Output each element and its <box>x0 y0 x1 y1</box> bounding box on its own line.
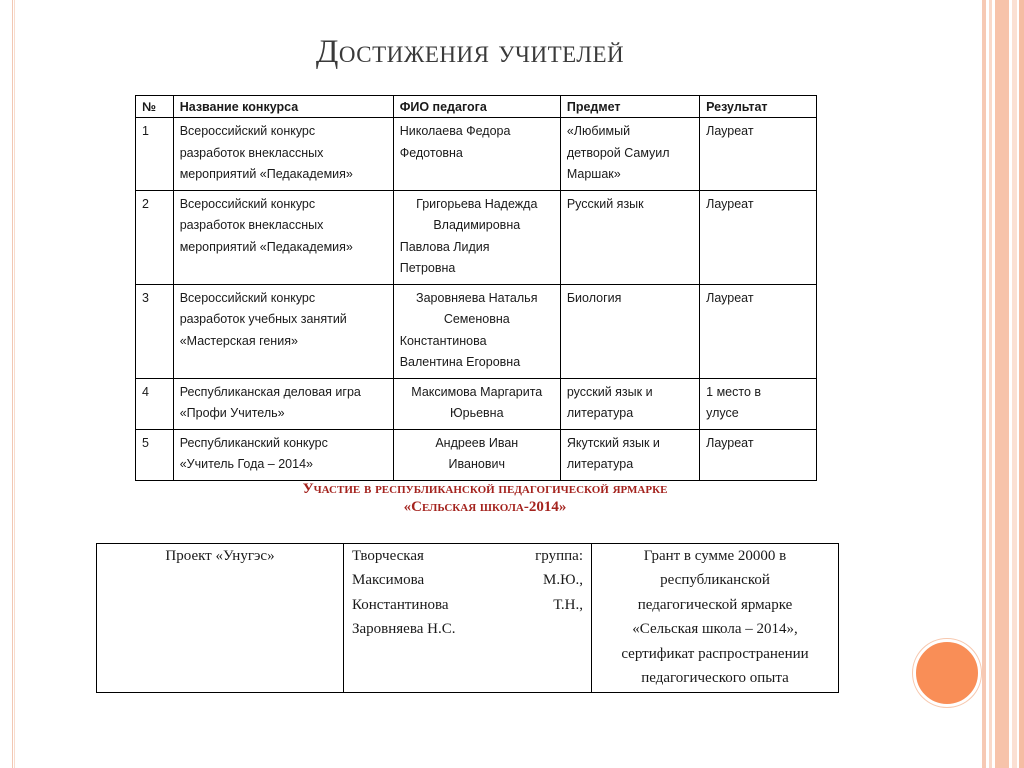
cell-contest: Всероссийский конкурс разработок внеклассных мероприятий «Педакадемия» <box>173 118 393 191</box>
cell-subject: Якутский язык и литература <box>560 429 699 480</box>
page-title: Достижения учителей <box>315 34 625 70</box>
header-result: Результат <box>700 96 817 118</box>
decor-stripe <box>1019 0 1024 768</box>
cell-num: 4 <box>136 378 174 429</box>
cell-teacher: Максимова Маргарита Юрьевна <box>393 378 560 429</box>
cell-subject: Биология <box>560 284 699 378</box>
cell-num: 5 <box>136 429 174 480</box>
decor-frame-line <box>14 0 15 768</box>
cell-num: 2 <box>136 190 174 284</box>
achievements-table <box>135 95 817 481</box>
cell-teacher: Николаева Федора Федотовна <box>393 118 560 191</box>
cell-result: Лауреат <box>700 118 817 191</box>
cell-teacher: Заровняева Наталья Семеновна Константинова Валентина Егоровна <box>393 284 560 378</box>
subheading-line: «Сельская школа-2014» <box>403 499 567 515</box>
decor-stripe <box>982 0 986 768</box>
cell-subject: Русский язык <box>560 190 699 284</box>
fair-table <box>96 543 839 693</box>
cell-result: Лауреат <box>700 190 817 284</box>
cell-num: 1 <box>136 118 174 191</box>
section-subheading <box>0 480 970 516</box>
header-subject: Предмет <box>560 96 699 118</box>
table-row <box>136 284 817 378</box>
subheading-line: Участие в республиканской педагогической ярмарке <box>302 481 668 497</box>
table-row <box>97 544 839 693</box>
decor-frame-line <box>12 0 13 768</box>
table-row <box>136 190 817 284</box>
cell-group: Творческая группа: Максимова М.Ю., Константинова Т.Н., Заровняева Н.С. <box>344 544 592 693</box>
header-teacher: ФИО педагога <box>393 96 560 118</box>
cell-result: 1 место в улусе <box>700 378 817 429</box>
header-contest: Название конкурса <box>173 96 393 118</box>
cell-num: 3 <box>136 284 174 378</box>
cell-contest: Республиканский конкурс «Учитель Года – 2014» <box>173 429 393 480</box>
cell-result: Лауреат <box>700 429 817 480</box>
cell-contest: Всероссийский конкурс разработок внеклассных мероприятий «Педакадемия» <box>173 190 393 284</box>
decor-stripe <box>995 0 1009 768</box>
cell-result: Лауреат <box>700 284 817 378</box>
cell-subject: русский язык и литература <box>560 378 699 429</box>
decor-circle <box>913 639 981 707</box>
decor-stripe <box>1012 0 1017 768</box>
cell-contest: Всероссийский конкурс разработок учебных занятий «Мастерская гения» <box>173 284 393 378</box>
cell-result: Грант в сумме 20000 в республиканской педагогической ярмарке «Сельская школа – 2014», сертификат распространении педагогического опыта <box>592 544 839 693</box>
header-num: № <box>136 96 174 118</box>
table-row <box>136 429 817 480</box>
cell-teacher: Андреев Иван Иванович <box>393 429 560 480</box>
cell-subject: «Любимый детворой Самуил Маршак» <box>560 118 699 191</box>
cell-contest: Республиканская деловая игра «Профи Учитель» <box>173 378 393 429</box>
cell-project: Проект «Унугэс» <box>97 544 344 693</box>
table-row <box>136 118 817 191</box>
table-row <box>136 378 817 429</box>
decor-stripe <box>989 0 992 768</box>
table-header-row <box>136 96 817 118</box>
cell-teacher: Григорьева Надежда Владимировна Павлова Лидия Петровна <box>393 190 560 284</box>
